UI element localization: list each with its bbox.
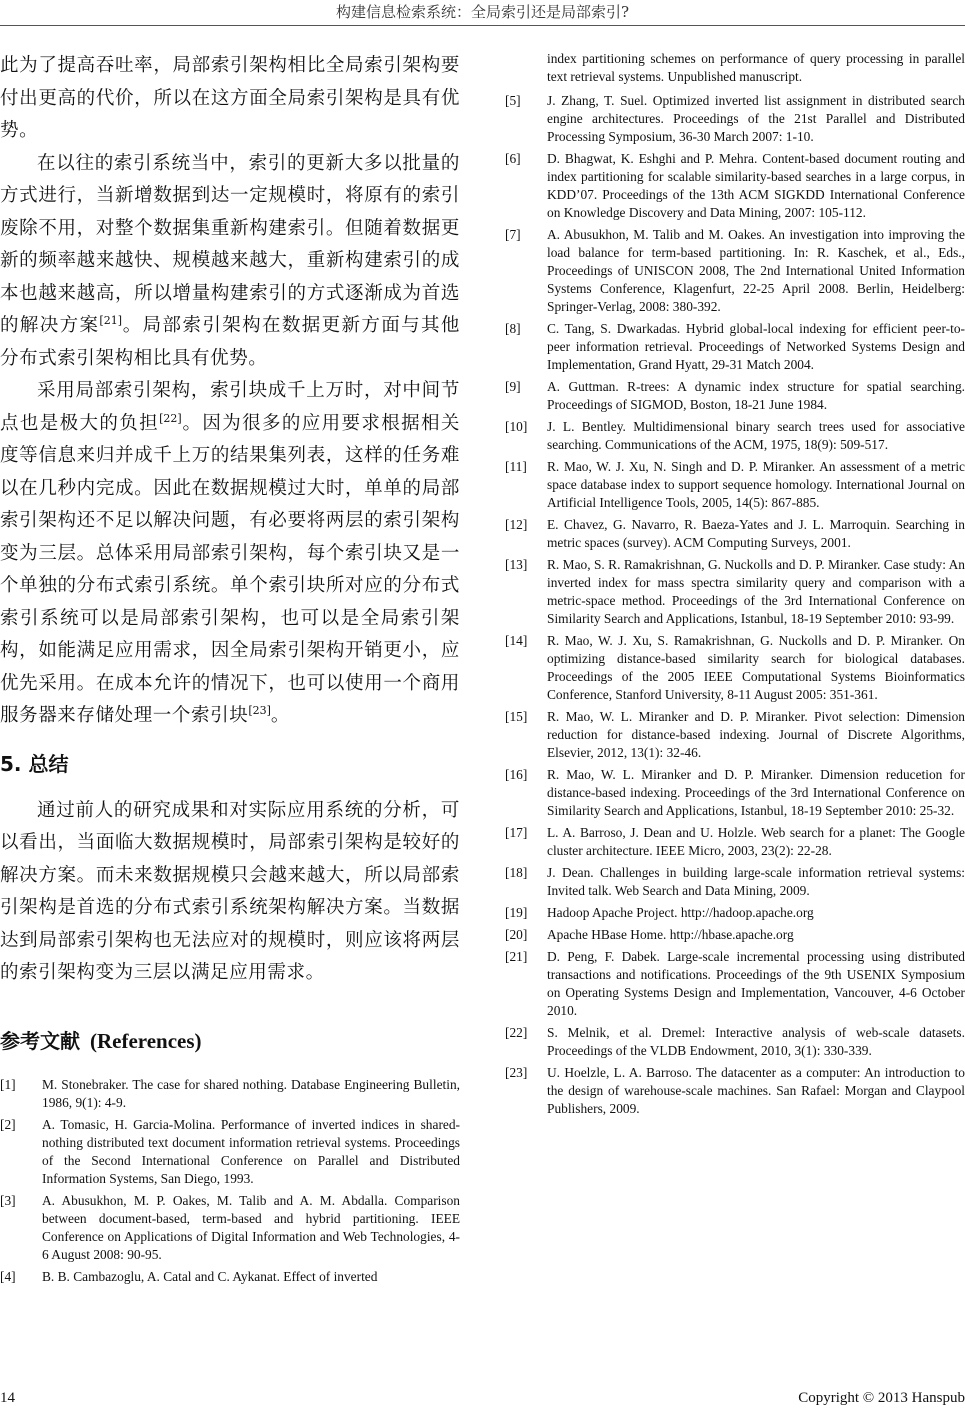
reference-number: [6] [505,151,521,166]
reference-number: [8] [505,321,521,336]
reference-text: J. L. Bentley. Multidimensional binary search trees used for associative searching. Communications of the ACM, 1975, 18(9): 509-517. [547,419,965,452]
reference-item [505,766,965,820]
reference-item [505,418,965,454]
reference-text: R. Mao, W. J. Xu, N. Singh and D. P. Miranker. An assessment of a metric space database index to support sequence homology. International Journal on Artificial Intelligence Tools, 2005, 14(5): 867-885. [547,459,965,510]
reference-item [505,1024,965,1060]
paragraph-throughput: 此为了提高吞吐率，局部索引架构相比全局索引架构要付出更高的代价，所以在这方面全局索引架构是具有优势。 [0,55,460,141]
references-title-cn: 参考文献 [0,1028,80,1053]
reference-text: S. Melnik, et al. Dremel: Interactive analysis of web-scale datasets. Proceedings of the VLDB Endowment, 2010, 3(1): 330-339. [547,1025,965,1058]
reference-number: [4] [0,1268,16,1284]
page-number: 14 [0,1390,15,1406]
reference-item [505,92,965,146]
reference-text: J. Dean. Challenges in building large-scale information retrieval systems: Invited talk. Web Search and Data Mining, 2009. [547,865,965,898]
reference-number: [7] [505,227,521,242]
reference-number: [15] [505,709,528,724]
reference-item [505,948,965,1020]
reference-number: [21] [505,949,528,964]
header-rule [0,25,965,26]
reference-text: D. Peng, F. Dabek. Large-scale incremental processing using distributed transactions and notifications. Proceedings of the 9th USENIX Symposium on Operating Systems Design and Implementation, Vancouver, 4-6 October 2010. [547,949,965,1018]
reference-item [505,458,965,512]
reference-number: [13] [505,557,528,572]
reference-text: A. Abusukhon, M. P. Oakes, M. Talib and A. M. Abdalla. Comparison between document-based, term-based and hybrid partitioning. IEEE Conference on Applications of Digital Information and Web Technologies, 4-6 August 2008: 90-95. [42,1192,460,1262]
paragraph-text: 采用局部索引架构，索引块成千上万时，对中间节点也是极大的负担 [0,380,460,434]
reference-item [505,708,965,762]
reference-list-left [0,1076,460,1286]
reference-number: [16] [505,767,528,782]
reference-text: U. Hoelzle, L. A. Barroso. The datacenter as a computer: An introduction to the design of warehouse-scale machines. San Rafael: Morgan and Claypool Publishers, 2009. [547,1065,965,1116]
reference-item [0,1116,460,1188]
reference-item [505,1064,965,1118]
reference-item [505,904,965,922]
reference-text: E. Chavez, G. Navarro, R. Baeza-Yates and J. L. Marroquin. Searching in metric spaces (survey). ACM Computing Surveys, 2001. [547,517,965,550]
reference-text: Apache HBase Home. http://hbase.apache.org [547,927,794,942]
reference-item [505,926,965,944]
paragraph-text: 。因为很多的应用要求根据相关度等信息来归并成千上万的结果集列表，这样的任务难以在几秒内完成。因此在数据规模过大时，单单的局部索引架构还不足以解决问题，有必要将两层的索引架构变为三层。总体采用局部索引架构，每个索引块又是一个单独的分布式索引系统。单个索引块所对应的分布式索引系统可以是局部索引架构，也可以是全局索引架构，如能满足应用需求，因全局索引架构开销更小，应优先采用。在成本允许的情况下，也可以使用一个商用服务器来存储处理一个索引块 [0,412,460,726]
copyright-notice: Copyright © 2013 Hanspub [798,1390,965,1406]
paragraph-local-index [0,375,460,733]
reference-text: R. Mao, W. L. Miranker and D. P. Miranker. Pivot selection: Dimension reduction for distance-based indexing. Journal of Discrete Algorithms, Elsevier, 2012, 13(1): 32-46. [547,709,965,760]
reference-item [505,150,965,222]
reference-number: [3] [0,1192,16,1208]
reference-text: M. Stonebraker. The case for shared nothing. Database Engineering Bulletin, 1986, 9(1): 4-9. [42,1076,460,1110]
running-header: 构建信息检索系统：全局索引还是局部索引? [335,3,630,21]
citation: [23] [248,704,271,717]
reference-number: [18] [505,865,528,880]
reference-number: [17] [505,825,528,840]
citation: [22] [159,411,182,425]
reference-item [505,556,965,628]
reference-number: [11] [505,459,527,474]
reference-number: [5] [505,93,521,108]
reference-number: [9] [505,379,521,394]
reference-item [505,226,965,316]
section-title-conclusion: 5. 总结 [0,751,69,776]
reference-number: [23] [505,1065,528,1080]
paragraph-text: 在以往的索引系统当中，索引的更新大多以批量的方式进行，当新增数据到达一定规模时，将原有的索引废除不用，对整个数据集重新构建索引。但随着数据更新的频率越来越快、规模越来越大，重新构建索引的成本也越来越高，所以增量构建索引的方式逐渐成为首选的解决方案 [0,152,460,336]
reference-text: R. Mao, S. R. Ramakrishnan, G. Nuckolls and D. P. Miranker. Case study: An inverted index for mass spectra similarity query and comparison with a metric-space method. Proceedings of the 3rd International Conference on Similarity Search and Applications, Istanbul, 18-19 September 2010: 93-99. [547,557,965,626]
reference-number: [10] [505,419,528,434]
reference-item [0,1076,460,1112]
reference-item [505,632,965,704]
reference-number: [14] [505,633,528,648]
reference-text: A. Guttman. R-trees: A dynamic index structure for spatial searching. Proceedings of SIGMOD, Boston, 18-21 June 1984. [547,379,965,412]
reference-continuation: index partitioning schemes on performance of query processing in parallel text retrieval systems. Unpublished manuscript. [547,51,965,84]
reference-number: [2] [0,1116,16,1132]
reference-number: [19] [505,905,528,920]
reference-number: [1] [0,1076,16,1092]
reference-number: [22] [505,1025,528,1040]
right-column [505,50,965,1122]
reference-text: R. Mao, W. L. Miranker and D. P. Miranker. Dimension reducetion for distance-based indexing. Proceedings of the 3rd International Conference on Similarity Search and Applications, Istanbul, 18-19 September 2010: 25-32. [547,767,965,818]
left-column [0,50,460,1290]
reference-text: A. Tomasic, H. Garcia-Molina. Performance of inverted indices in shared-nothing distributed text document information retrieval systems. Proceedings of the Second International Conference on Parallel and Distributed Information Systems, San Diego, 1993. [42,1116,460,1186]
reference-item [0,1192,460,1264]
references-title-en: (References) [90,1028,202,1053]
reference-text: A. Abusukhon, M. Talib and M. Oakes. An investigation into improving the load balance for term-based partitioning. In: R. Kaschek, et al., Eds., Proceedings of UNISCON 2008, The 2nd International United Information Systems Conference, Klagenfurt, 22-25 April 2008. Berlin, Heidelberg: Springer-Verlag, 2008: 380-392. [547,227,965,314]
reference-number: [12] [505,517,528,532]
reference-item [505,864,965,900]
citation: [21] [99,314,123,327]
reference-text: Hadoop Apache Project. http://hadoop.apache.org [547,905,814,920]
reference-text: J. Zhang, T. Suel. Optimized inverted list assignment in distributed search engine architectures. Proceedings of the 21st Parallel and Distributed Processing Symposium, 36-30 March 2007: 1-10. [547,93,965,144]
reference-text: B. B. Cambazoglu, A. Catal and C. Aykanat. Effect of inverted [42,1268,378,1284]
reference-item [505,378,965,414]
paragraph-text: 。局部索引架构在数据更新方面与其他分布式索引架构相比具有优势。 [0,315,460,369]
reference-item [505,320,965,374]
paragraph-index-update [0,148,460,376]
references-title [0,1028,460,1054]
reference-item [505,824,965,860]
reference-text: L. A. Barroso, J. Dean and U. Holzle. Web search for a planet: The Google cluster architecture. IEEE Micro, 2003, 23(2): 22-28. [547,825,965,858]
paragraph-text: 。 [270,705,291,726]
reference-text: C. Tang, S. Dwarkadas. Hybrid global-local indexing for efficient peer-to-peer information retrieval. Proceedings of Networked Systems Design and Implementation, Grand Hyatt, 29-31 Match 2004. [547,321,965,372]
reference-item [505,516,965,552]
paragraph-conclusion: 通过前人的研究成果和对实际应用系统的分析，可以看出，当面临大数据规模时，局部索引架构是较好的解决方案。而未来数据规模只会越来越大，所以局部索引架构是首选的分布式索引系统架构解决方案。当数据达到局部索引架构也无法应对的规模时，则应该将两层的索引架构变为三层以满足应用需求。 [0,799,460,983]
reference-item [0,1268,460,1286]
reference-text: D. Bhagwat, K. Eshghi and P. Mehra. Content-based document routing and index partitioning for scalable similarity-based searches in a large corpus, in KDD’07. Proceedings of the 13th ACM SIGKDD International Conference on Knowledge Discovery and Data Mining, 2007: 105-112. [547,151,965,220]
reference-number: [20] [505,927,528,942]
reference-text: R. Mao, W. J. Xu, S. Ramakrishnan, G. Nuckolls and D. P. Miranker. On optimizing distance-based similarity search for biological databases. Proceedings of the 2005 IEEE Computational Systems Bioinformatics Conference, Stanford University, 8-11 August 2005: 351-361. [547,633,965,702]
